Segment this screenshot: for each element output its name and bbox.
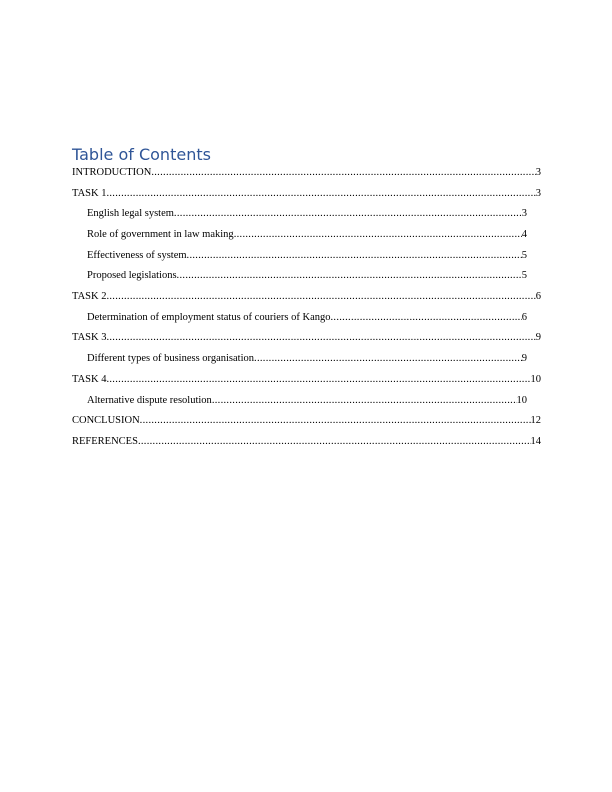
toc-leader-dots — [106, 373, 530, 387]
toc-entry-page: 10 — [530, 374, 541, 385]
toc-entry-label: TASK 3 — [72, 332, 107, 343]
toc-leader-dots — [106, 290, 535, 304]
toc-entry-page: 14 — [530, 436, 541, 447]
toc-entry-page: 6 — [521, 312, 527, 323]
toc-entry-introduction[interactable] — [72, 166, 541, 180]
toc-leader-dots — [234, 228, 522, 242]
toc-leader-dots — [177, 269, 522, 283]
toc-leader-dots — [187, 249, 522, 263]
toc-entry-page: 5 — [521, 250, 527, 261]
toc-entry-label: REFERENCES — [72, 436, 138, 447]
toc-entry-label: Determination of employment status of couriers of Kango — [87, 312, 331, 323]
toc-title: Table of Contents — [72, 145, 211, 164]
toc-entry-label: INTRODUCTION — [72, 167, 152, 178]
toc-entry-page: 3 — [535, 188, 541, 199]
toc-entry-business-organisation[interactable] — [87, 352, 527, 366]
toc-leader-dots — [174, 207, 522, 221]
toc-entry-references[interactable] — [72, 435, 541, 449]
toc-leader-dots — [106, 331, 535, 345]
toc-entry-effectiveness-of-system[interactable] — [87, 249, 527, 263]
toc-entry-employment-status[interactable] — [87, 311, 527, 325]
toc-leader-dots — [140, 414, 531, 428]
toc-entry-task-3[interactable] — [72, 331, 541, 345]
toc-leader-dots — [138, 435, 531, 449]
toc-entry-page: 10 — [516, 395, 527, 406]
toc-entry-page: 4 — [521, 229, 527, 240]
toc-leader-dots — [106, 187, 535, 201]
toc-entry-page: 5 — [521, 270, 527, 281]
toc-entry-label: TASK 2 — [72, 291, 107, 302]
toc-entry-english-legal-system[interactable] — [87, 207, 527, 221]
toc-entry-label: Different types of business organisation — [87, 353, 255, 364]
toc-entry-page: 12 — [530, 415, 541, 426]
toc-entry-page: 3 — [521, 208, 527, 219]
toc-entry-task-2[interactable] — [72, 290, 541, 304]
toc-entry-task-1[interactable] — [72, 187, 541, 201]
toc-entry-proposed-legislations[interactable] — [87, 269, 527, 283]
toc-entry-label: TASK 1 — [72, 188, 107, 199]
toc-entry-role-of-government[interactable] — [87, 228, 527, 242]
toc-leader-dots — [151, 166, 535, 180]
toc-entry-label: Proposed legislations — [87, 270, 177, 281]
toc-entry-label: Alternative dispute resolution — [87, 395, 212, 406]
toc-entry-page: 9 — [521, 353, 527, 364]
toc-entry-label: CONCLUSION — [72, 415, 140, 426]
toc-entry-page: 6 — [535, 291, 541, 302]
toc-leader-dots — [212, 394, 517, 408]
toc-entry-conclusion[interactable] — [72, 414, 541, 428]
toc-leader-dots — [330, 311, 521, 325]
toc-entry-alternative-dispute-resolution[interactable] — [87, 394, 527, 408]
toc-entry-task-4[interactable] — [72, 373, 541, 387]
toc-entry-label: Effectiveness of system — [87, 250, 187, 261]
toc-entry-page: 9 — [535, 332, 541, 343]
toc-leader-dots — [254, 352, 522, 366]
toc-entry-page: 3 — [535, 167, 541, 178]
toc-entry-label: Role of government in law making — [87, 229, 234, 240]
toc-entry-label: TASK 4 — [72, 374, 107, 385]
toc-entry-label: English legal system — [87, 208, 174, 219]
